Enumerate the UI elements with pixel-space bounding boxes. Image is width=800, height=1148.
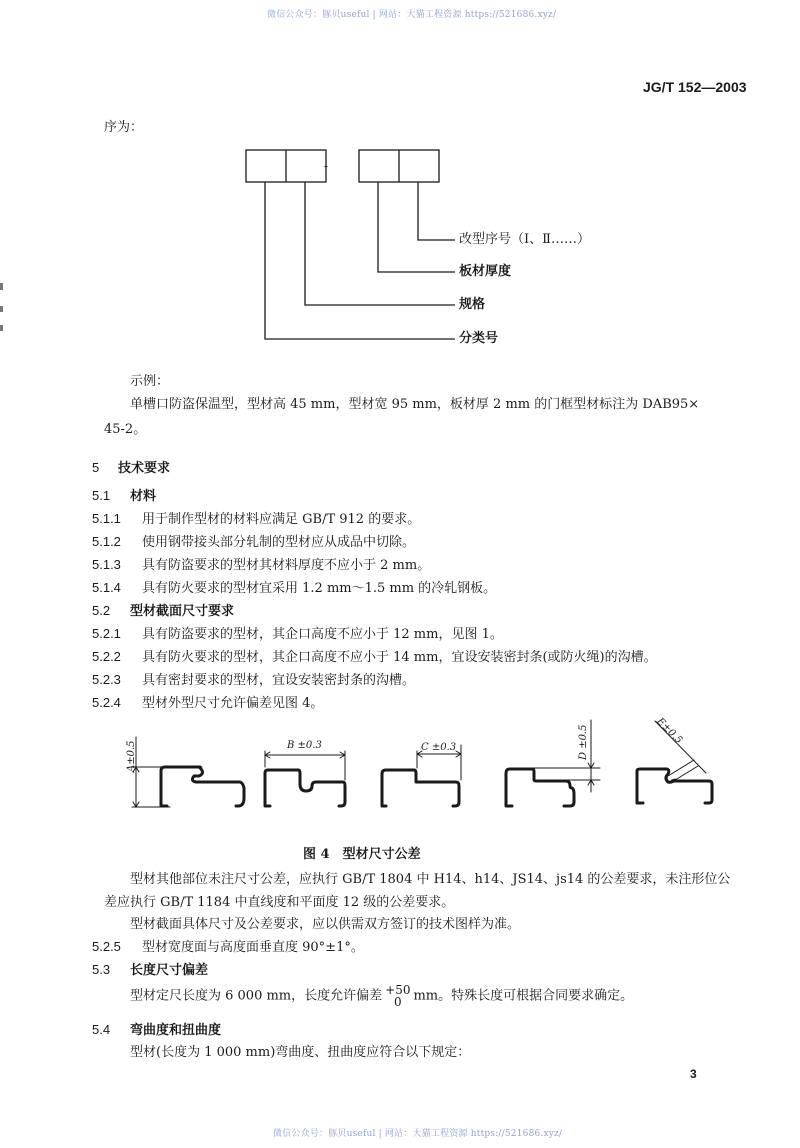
clause-5-2-5: 5.2.5 型材宽度面与高度面垂直度 90°±1°。 [92, 939, 364, 955]
length-deviation-paragraph: 型材定尺长度为 6 000 mm，长度允许偏差 +50 0 mm。特殊长度可根据合同要求确定。 [130, 983, 634, 1009]
length-tolerance-fraction: +50 0 [385, 983, 411, 1009]
profile-d [506, 769, 574, 806]
page-number: 3 [690, 1067, 697, 1081]
section-dimension-paragraph: 型材截面具体尺寸及公差要求，应以供需双方签订的技术图样为准。 [130, 917, 521, 932]
section-5-2-heading: 5.2 型材截面尺寸要求 [92, 603, 235, 619]
label-modification-number: 改型序号（Ⅰ、Ⅱ……） [459, 232, 590, 247]
example-line-1: 单槽口防盗保温型，型材高 45 mm，型材宽 95 mm，板材厚 2 mm 的门框型材标注为 DAB95× [130, 397, 700, 412]
example-line-2: 45-2。 [104, 422, 147, 437]
dim-label-d: D ±0.5 [578, 724, 589, 760]
dim-label-b: B ±0.3 [287, 740, 322, 751]
clause-5-1-4: 5.1.4 具有防火要求的型材宜采用 1.2 mm～1.5 mm 的冷轧钢板。 [92, 580, 497, 596]
example-title: 示例： [130, 374, 170, 389]
designation-separator: - [324, 159, 329, 173]
clause-5-2-1: 5.2.1 具有防盗要求的型材，其企口高度不应小于 12 mm，见图 1。 [92, 626, 503, 642]
watermark-top: 微信公众号：豚贝useful | 网站：大猫工程资源 https://521686.xyz/ [267, 10, 557, 20]
dim-label-c: C ±0.3 [421, 742, 457, 753]
clause-5-2-4: 5.2.4 型材外型尺寸允许偏差见图 4。 [92, 695, 324, 711]
designation-intro: 序为： [104, 120, 144, 135]
clause-5-1-1: 5.1.1 用于制作型材的材料应满足 GB/T 912 的要求。 [92, 511, 421, 527]
dim-label-a: A±0.5 [126, 740, 137, 772]
profile-b [265, 770, 345, 806]
figure-4-caption: 图 4 型材尺寸公差 [303, 847, 421, 862]
tolerance-paragraph-line-1: 型材其他部位未注尺寸公差，应执行 GB/T 1804 中 H14、h14、JS14、js14 的公差要求，未注形位公 [130, 872, 731, 887]
profile-a [161, 767, 244, 806]
bending-paragraph: 型材(长度为 1 000 mm)弯曲度、扭曲度应符合以下规定： [130, 1045, 471, 1060]
clause-5-1-3: 5.1.3 具有防盗要求的型材其材料厚度不应小于 2 mm。 [92, 557, 431, 573]
label-category-number: 分类号 [459, 331, 499, 346]
watermark-bottom: 微信公众号：豚贝useful | 网站：大猫工程资源 https://521686.xyz/ [273, 1129, 563, 1139]
section-5-3-heading: 5.3 长度尺寸偏差 [92, 962, 209, 978]
profile-c [382, 770, 459, 806]
label-sheet-thickness: 板材厚度 [459, 264, 512, 279]
dim-label-e: E±0.5 [654, 716, 685, 747]
clause-5-1-2: 5.1.2 使用钢带接头部分轧制的型材应从成品中切除。 [92, 534, 416, 550]
clause-5-2-3: 5.2.3 具有密封要求的型材，宜设安装密封条的沟槽。 [92, 672, 416, 688]
clause-5-2-2: 5.2.2 具有防火要求的型材，其企口高度不应小于 14 mm，宜设安装密封条(或防火绳)的沟槽。 [92, 649, 657, 665]
standard-code: JG/T 152—2003 [643, 79, 747, 95]
profile-e [637, 769, 712, 803]
tolerance-paragraph-line-2: 差应执行 GB/T 1184 中直线度和平面度 12 级的公差要求。 [104, 895, 455, 910]
section-5-1-heading: 5.1 材料 [92, 488, 157, 504]
section-5-4-heading: 5.4 弯曲度和扭曲度 [92, 1022, 222, 1038]
section-5-heading: 5 技术要求 [92, 460, 171, 476]
label-specification: 规格 [459, 297, 486, 312]
